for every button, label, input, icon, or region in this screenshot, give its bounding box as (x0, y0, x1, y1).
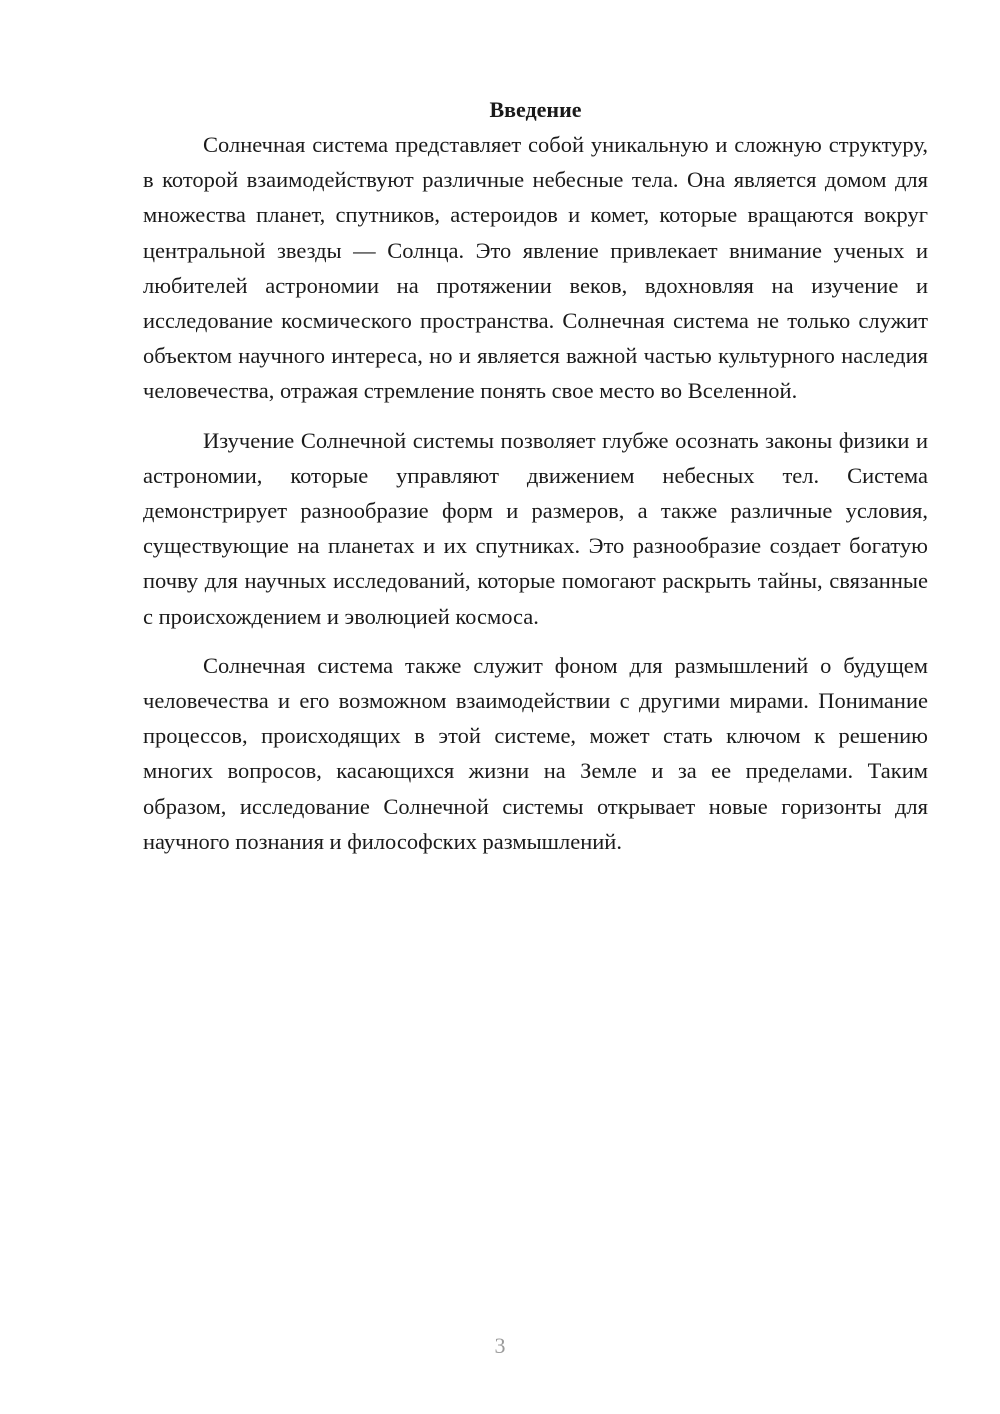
section-heading: Введение (489, 97, 582, 122)
paragraph-2: Изучение Солнечной системы позволяет глубже осознать законы физики и астрономии, которые управляют движением небесных тел. Система демонстрирует разнообразие форм и размеров, а также различные условия, существующие на планетах и их спутниках. Это разнообразие создает богатую почву для научных исследований, которые помогают раскрыть тайны, связанные с происхождением и эволюцией космоса. (143, 427, 928, 629)
page-content (143, 92, 928, 859)
page-number: 3 (494, 1333, 506, 1358)
paragraph-3: Солнечная система также служит фоном для размышлений о будущем человечества и его возможном взаимодействии с другими мирами. Понимание процессов, происходящих в этой системе, может стать ключом к решению многих вопросов, касающихся жизни на Земле и за ее пределами. Таким образом, исследование Солнечной системы открывает новые горизонты для научного познания и философских размышлений. (143, 652, 928, 854)
paragraph-1: Солнечная система представляет собой уникальную и сложную структуру, в которой взаимодействуют различные небесные тела. Она является домом для множества планет, спутников, астероидов и комет, которые вращаются вокруг центральной звезды — Солнца. Это явление привлекает внимание ученых и любителей астрономии на протяжении веков, вдохновляя на изучение и исследование космического пространства. Солнечная система не только служит объектом научного интереса, но и является важной частью культурного наследия человечества, отражая стремление понять свое место во Вселенной. (143, 132, 928, 404)
